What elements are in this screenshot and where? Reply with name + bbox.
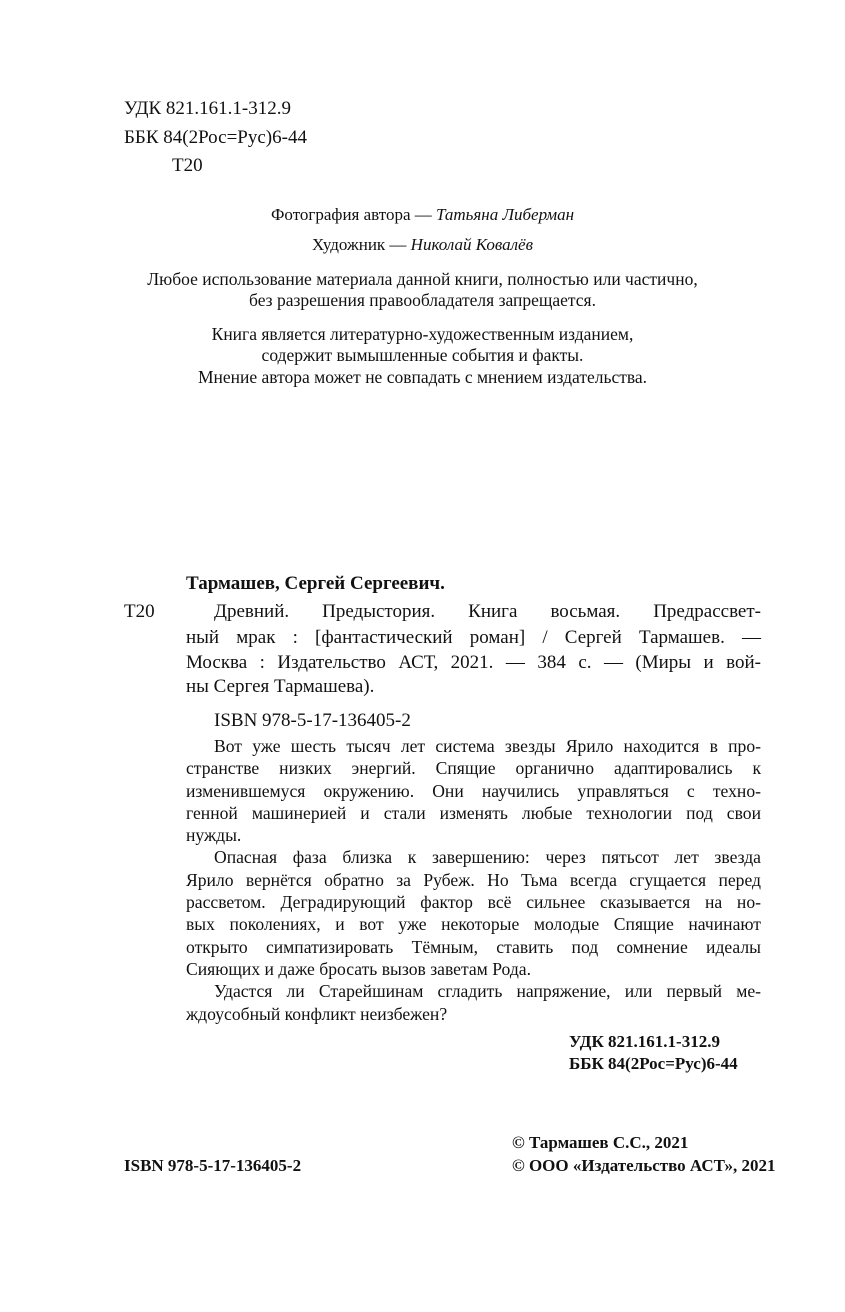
annotation-line: Сияющих и даже бросать вызов заветам Рода.: [186, 958, 532, 979]
annotation-line: вых поколениях, и вот уже некоторые молодые Спящие начинают: [186, 914, 761, 935]
udk-code-bottom: УДК 821.161.1-312.9: [569, 1032, 720, 1051]
artist-credit-name: Николай Ковалёв: [410, 235, 533, 254]
annotation-line: Ярило вернётся обратно за Рубеж. Но Тьма всегда сгущается перед: [186, 869, 761, 890]
record-description: [186, 626, 761, 697]
artist-credit-label: Художник —: [312, 235, 411, 254]
record-description-line: ный мрак : [фантастический роман] / Сергей Тармашев. —: [186, 627, 761, 648]
author-mark-top: Т20: [172, 155, 203, 176]
annotation-paragraph-3: [186, 980, 761, 1025]
annotation-line: Опасная фаза близка к завершению: через пятьсот лет звезда: [214, 847, 761, 868]
udk-code-top: УДК 821.161.1-312.9: [124, 98, 291, 119]
bbk-code-bottom: ББК 84(2Рос=Рус)6-44: [569, 1054, 738, 1073]
annotation-line: нужды.: [186, 825, 242, 846]
annotation-paragraph-2: [186, 846, 761, 980]
annotation-line: открыто симпатизировать Тёмным, ставить под сомнение идеалы: [186, 936, 761, 957]
record-description-line: Москва : Издательство АСТ, 2021. — 384 с. — (Миры и вой-: [186, 651, 761, 673]
record-isbn: ISBN 978-5-17-136405-2: [214, 710, 411, 731]
record-description-line: ны Сергея Тармашева).: [186, 676, 375, 697]
annotation: [186, 735, 761, 1025]
artist-credit: [0, 234, 845, 256]
annotation-line: странстве низких энергий. Спящие органично адаптировались к: [186, 758, 761, 779]
disclaimer-line-2: содержит вымышленные события и факты.: [261, 345, 584, 365]
photo-credit: [0, 204, 845, 226]
record-author-heading: Тармашев, Сергей Сергеевич.: [186, 573, 445, 594]
footer-isbn: ISBN 978-5-17-136405-2: [124, 1156, 302, 1175]
photo-credit-label: Фотография автора —: [271, 205, 437, 224]
copyright-notice-line-1: Любое использование материала данной книги, полностью или частично,: [147, 269, 698, 289]
record-description-line: Древний. Предыстория. Книга восьмая. Предрассвет-: [214, 601, 761, 622]
record-description-first: [214, 601, 761, 623]
disclaimer-line-1: Книга является литературно-художественным изданием,: [211, 324, 634, 344]
copyright-notice-line-2: без разрешения правообладателя запрещается.: [249, 290, 596, 310]
annotation-line: изменившемуся окружению. Они научились управляться с техно-: [186, 780, 761, 801]
annotation-line: Вот уже шесть тысяч лет система звезды Ярило находится в про-: [214, 736, 761, 756]
annotation-paragraph-1: [186, 735, 761, 846]
photo-credit-name: Татьяна Либерман: [436, 205, 574, 224]
annotation-line: генной машинерией и стали изменять любые технологии под свои: [186, 802, 761, 823]
record-author-mark: Т20: [124, 601, 155, 622]
bbk-code-top: ББК 84(2Рос=Рус)6-44: [124, 127, 307, 148]
disclaimer-line-3: Мнение автора может не совпадать с мнением издательства.: [197, 367, 648, 387]
annotation-line: Удастся ли Старейшинам сгладить напряжение, или первый ме-: [214, 981, 761, 1002]
copyright-author: © Тармашев С.С., 2021: [512, 1133, 689, 1152]
annotation-line: рассветом. Деградирующий фактор всё сильнее сказывается на но-: [186, 892, 761, 913]
copyright-publisher: © ООО «Издательство АСТ», 2021: [512, 1156, 776, 1175]
annotation-line: ждоусобный конфликт неизбежен?: [186, 1003, 448, 1024]
